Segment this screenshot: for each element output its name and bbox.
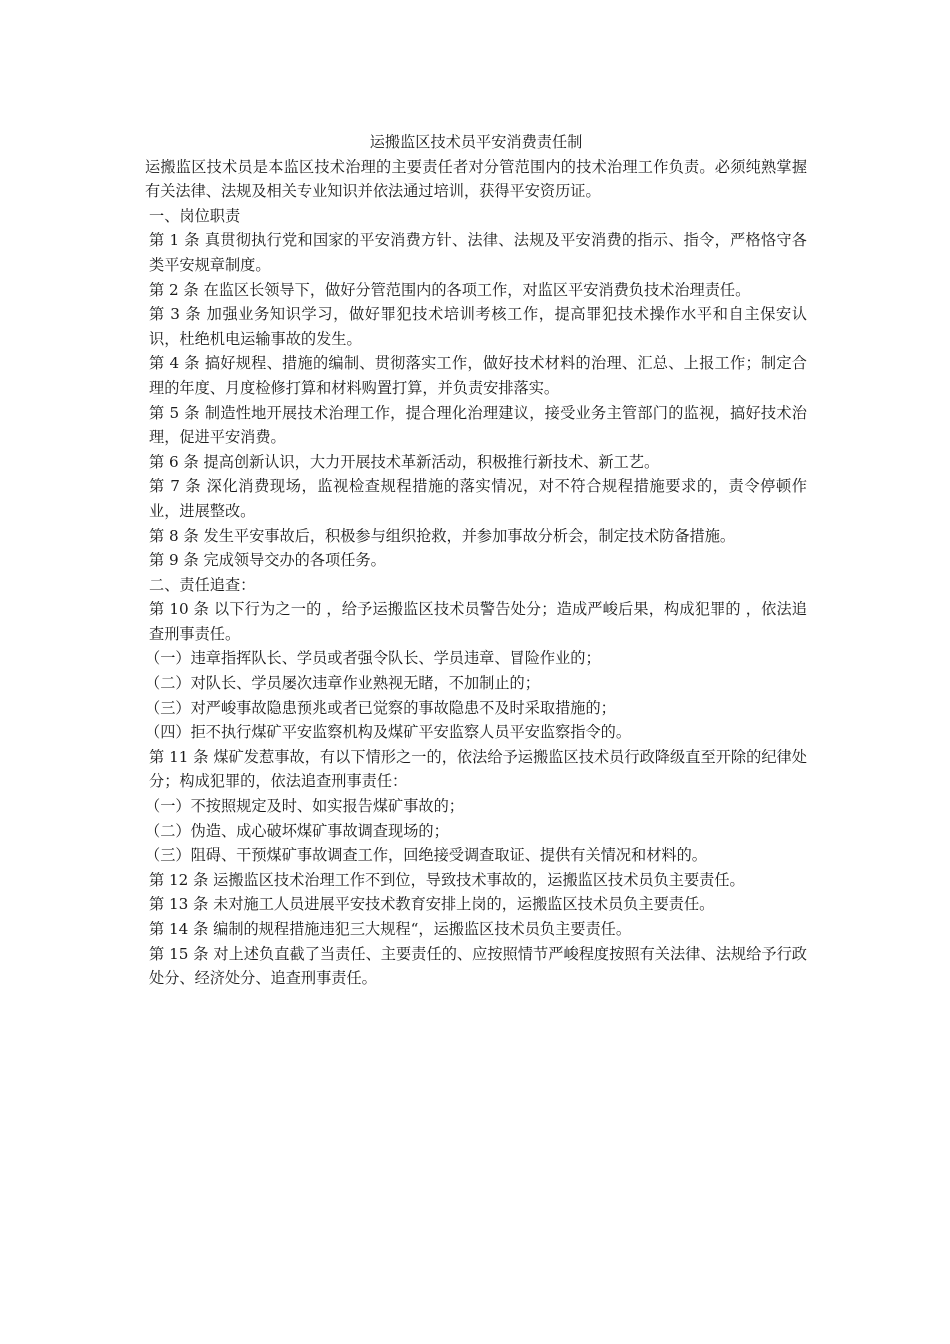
article-10-item: （二）对队长、学员屡次违章作业熟视无睹，不加制止的；: [145, 674, 540, 693]
article-13: 第 13 条 未对施工人员进展平安技术教育安排上岗的，运搬监区技术员负主要责任。: [149, 895, 715, 914]
article-4: 第 4 条 搞好规程、措施的编制、贯彻落实工作，做好技术材料的治理、汇总、上报工作；制定合理的年度、月度检修打算和材料购置打算，并负责安排落实。: [149, 354, 807, 397]
article-8: 第 8 条 发生平安事故后，积极参与组织抢救，并参加事故分析会，制定技术防备措施。: [149, 526, 736, 545]
article-10-item: （四）拒不执行煤矿平安监察机构及煤矿平安监察人员平安监察指令的。: [145, 723, 631, 742]
article-3: 第 3 条 加强业务知识学习，做好罪犯技术培训考核工作，提高罪犯技术操作水平和自主保安认识，杜绝机电运输事故的发生。: [149, 305, 807, 348]
article-6: 第 6 条 提高创新认识，大力开展技术革新活动，积极推行新技术、新工艺。: [149, 452, 660, 471]
section-heading-duties: 一、岗位职责: [149, 206, 241, 225]
article-11-item: （一）不按照规定及时、如实报告煤矿事故的；: [145, 797, 464, 816]
article-10-item: （三）对严峻事故隐患预兆或者已觉察的事故隐患不及时采取措施的；: [145, 698, 616, 717]
article-1: 第 1 条 真贯彻执行党和国家的平安消费方针、法律、法规及平安消费的指示、指令，严格恪守各类平安规章制度。: [149, 231, 807, 274]
article-5: 第 5 条 制造性地开展技术治理工作，提合理化治理建议，接受业务主管部门的监视，搞好技术治理，促进平安消费。: [149, 403, 807, 447]
article-11-item: （三）阻碍、干预煤矿事故调查工作，回绝接受调查取证、提供有关情况和材料的。: [145, 846, 707, 865]
article-9: 第 9 条 完成领导交办的各项任务。: [149, 551, 386, 570]
article-2: 第 2 条 在监区长领导下，做好分管范围内的各项工作，对监区平安消费负技术治理责任。: [149, 280, 751, 299]
article-14: 第 14 条 编制的规程措施违犯三大规程“，运搬监区技术员负主要责任。: [149, 920, 632, 938]
article-11-item: （二）伪造、成心破坏煤矿事故调查现场的；: [145, 821, 449, 840]
article-12: 第 12 条 运搬监区技术治理工作不到位，导致技术事故的，运搬监区技术员负主要责任。: [149, 870, 745, 889]
article-7: 第 7 条 深化消费现场，监视检查规程措施的落实情况，对不符合规程措施要求的，责令停顿作业，进展整改。: [149, 477, 807, 520]
article-10-item: （一）违章指挥队长、学员或者强令队长、学员违章、冒险作业的；: [145, 649, 601, 668]
intro-paragraph: 运搬监区技术员是本监区技术治理的主要责任者对分管范围内的技术治理工作负责。必须纯熟掌握有关法律、法规及相关专业知识并依法通过培训，获得平安资历证。: [145, 157, 807, 201]
article-15: 第 15 条 对上述负直截了当责任、主要责任的、应按照情节严峻程度按照有关法律、法规给予行政处分、经济处分、追查刑事责任。: [149, 944, 807, 988]
document-title: 运搬监区技术员平安消费责任制: [369, 133, 583, 151]
section-heading-accountability: 二、责任追查：: [149, 575, 256, 594]
document-body: [145, 130, 807, 991]
article-11: 第 11 条 煤矿发惹事故，有以下情形之一的，依法给予运搬监区技术员行政降级直至开除的纪律处分；构成犯罪的，依法追查刑事责任：: [149, 747, 807, 791]
article-10: 第 10 条 以下行为之一的 ，给予运搬监区技术员警告处分；造成严峻后果，构成犯罪的 ，依法追查刑事责任。: [149, 600, 807, 643]
